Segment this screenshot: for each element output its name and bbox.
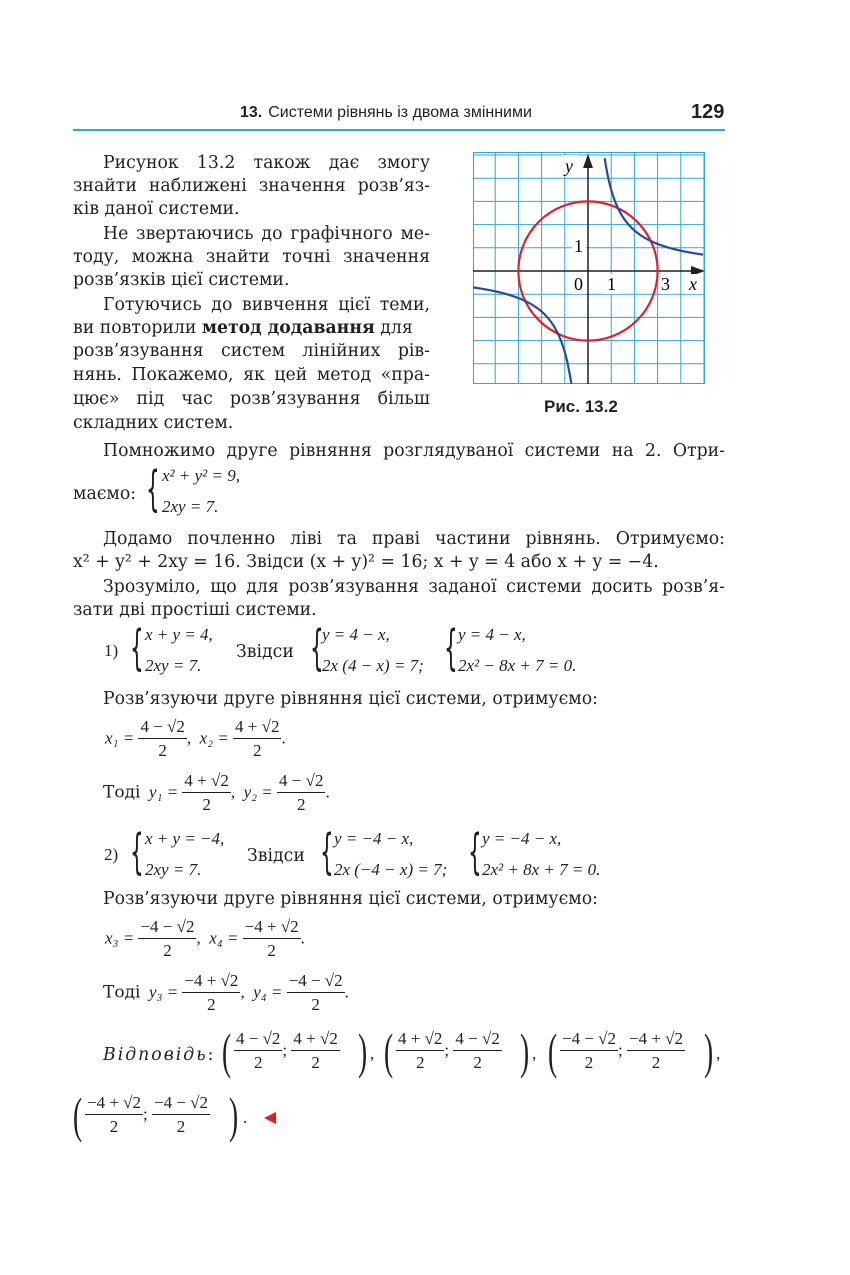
- intro-line: ви повторили метод додавання для: [73, 318, 413, 338]
- paren-close: ): [358, 1023, 368, 1079]
- system-equation: 2x² + 8x + 7 = 0.: [482, 860, 601, 879]
- system-brace: {: [468, 824, 482, 880]
- paren-close: ): [704, 1023, 714, 1079]
- intro-line: складних систем.: [73, 413, 234, 433]
- system-brace: {: [130, 824, 144, 880]
- body-line: маємо:: [73, 484, 137, 504]
- comma: ,: [370, 1044, 375, 1063]
- system-equation: 2xy = 7.: [145, 656, 202, 675]
- system-equation: 2x (−4 − x) = 7;: [334, 860, 448, 879]
- figure-graph: [473, 152, 707, 387]
- intro-line: нянь. Покажемо, як цей метод «пра-: [73, 365, 430, 385]
- header-rule: [73, 129, 725, 131]
- tick-0: 0: [574, 274, 583, 294]
- period: .: [243, 1108, 248, 1127]
- case-label: 1): [104, 641, 119, 660]
- system-equation: x² + y² = 9,: [162, 466, 240, 485]
- bold-term: метод додавання: [201, 318, 375, 338]
- y-axis-arrow: [583, 154, 593, 168]
- system-equation: 2xy = 7.: [145, 860, 202, 879]
- system-equation: 2x (4 − x) = 7;: [322, 656, 424, 675]
- paren-open: (: [384, 1023, 394, 1079]
- body-line: Розв’язуючи друге рівняння цієї системи, отримуємо:: [103, 889, 598, 909]
- system-equation: y = 4 − x,: [322, 625, 390, 644]
- system-equation: x + y = −4,: [145, 829, 225, 848]
- paren-close: ): [520, 1023, 530, 1079]
- section-title: 13. Системи рівнянь із двома змінними: [240, 104, 532, 121]
- system-brace: {: [130, 620, 144, 676]
- intro-line: розв’язків цієї системи.: [73, 270, 290, 290]
- answer-label: Відповідь:: [103, 1045, 214, 1065]
- intro-line: Рисунок 13.2 також дає змогу: [103, 153, 430, 173]
- end-of-solution-icon: [264, 1112, 276, 1124]
- system-equation: y = 4 − x,: [458, 625, 526, 644]
- comma: ,: [716, 1044, 721, 1063]
- hyperbola-branch-2: [473, 287, 571, 383]
- system-brace: {: [320, 824, 334, 880]
- answer-pair-2: $\frac{4 + √2}{2}$ ; $\frac{4 - √2}{2}$: [398, 1029, 500, 1072]
- y-axis-label: y: [565, 156, 573, 176]
- whence-word: Звідси: [236, 642, 294, 662]
- system-equation: x + y = 4,: [145, 625, 213, 644]
- answer-pair-3: $\frac{-4 - √2}{2}$ ; $\frac{-4 + √2}{2}$: [562, 1029, 684, 1072]
- system-brace: {: [146, 461, 160, 517]
- system-equation: y = −4 − x,: [334, 829, 414, 848]
- body-line: зати дві простіші системи.: [73, 600, 317, 620]
- comma: ,: [532, 1044, 537, 1063]
- root-expression: Тоді y₁ = $\frac{4 + √2}{2}$ , y₂ = $\frac{4 - √2}{2}$ .: [103, 771, 330, 814]
- body-line: Розв’язуючи друге рівняння цієї системи, отримуємо:: [103, 689, 598, 709]
- intro-line: ків даної системи.: [73, 199, 240, 219]
- whence-word: Звідси: [247, 846, 305, 866]
- intro-line: Готуючись до вивчення цієї теми,: [103, 295, 430, 315]
- tick-1-x: 1: [607, 274, 616, 294]
- hyperbola-branch-1: [605, 158, 703, 254]
- body-line: Зрозуміло, що для розв’язування заданої системи досить розв’я-: [103, 577, 725, 597]
- x-axis-label: x: [689, 274, 697, 294]
- figure-caption: Рис. 13.2: [544, 397, 618, 416]
- tick-1-y: 1: [574, 236, 583, 256]
- root-expression: Тоді y₃ = $\frac{-4 + √2}{2}$ , y₄ = $\frac{-4 - √2}{2}$ .: [103, 971, 349, 1014]
- paren-close: ): [229, 1087, 239, 1143]
- paren-open: (: [73, 1087, 83, 1143]
- page-number: 129: [691, 101, 725, 123]
- paren-open: (: [548, 1023, 558, 1079]
- answer-pair-1: $\frac{4 - √2}{2}$ ; $\frac{4 + √2}{2}$: [236, 1029, 338, 1072]
- system-brace: {: [310, 620, 324, 676]
- root-expression: x₁ = $\frac{4 - √2}{2}$ , x₂ = $\frac{4 + √2}{2}$ .: [105, 717, 286, 760]
- intro-line: розв’язування систем лінійних рів-: [73, 341, 430, 361]
- root-expression: x₃ = $\frac{-4 - √2}{2}$ , x₄ = $\frac{-4 + √2}{2}$ .: [105, 917, 305, 960]
- tick-3: 3: [661, 274, 670, 294]
- intro-line: тоду, можна знайти точні значення: [73, 247, 430, 267]
- paren-open: (: [222, 1023, 232, 1079]
- grid: [473, 152, 705, 384]
- system-equation: 2xy = 7.: [162, 497, 219, 516]
- running-header: [0, 100, 850, 130]
- intro-line: Не звертаючись до графічного ме-: [103, 224, 430, 244]
- system-brace: {: [444, 620, 458, 676]
- case-label: 2): [104, 845, 119, 864]
- system-equation: y = −4 − x,: [482, 829, 562, 848]
- grid-border: [474, 153, 705, 384]
- body-line: Помножимо друге рівняння розглядуваної системи на 2. Отри-: [103, 441, 725, 461]
- intro-line: цює» під час розв’язування більш: [73, 389, 430, 409]
- body-line: x² + y² + 2xy = 16. Звідси (x + y)² = 16; x + y = 4 або x + y = −4.: [73, 552, 659, 572]
- system-equation: 2x² − 8x + 7 = 0.: [458, 656, 577, 675]
- answer-pair-4: $\frac{-4 + √2}{2}$ ; $\frac{-4 - √2}{2}$: [87, 1093, 209, 1136]
- intro-line: знайти наближені значення розв’яз-: [73, 176, 430, 196]
- body-line: Додамо почленно ліві та праві частини рівнянь. Отримуємо:: [103, 529, 725, 549]
